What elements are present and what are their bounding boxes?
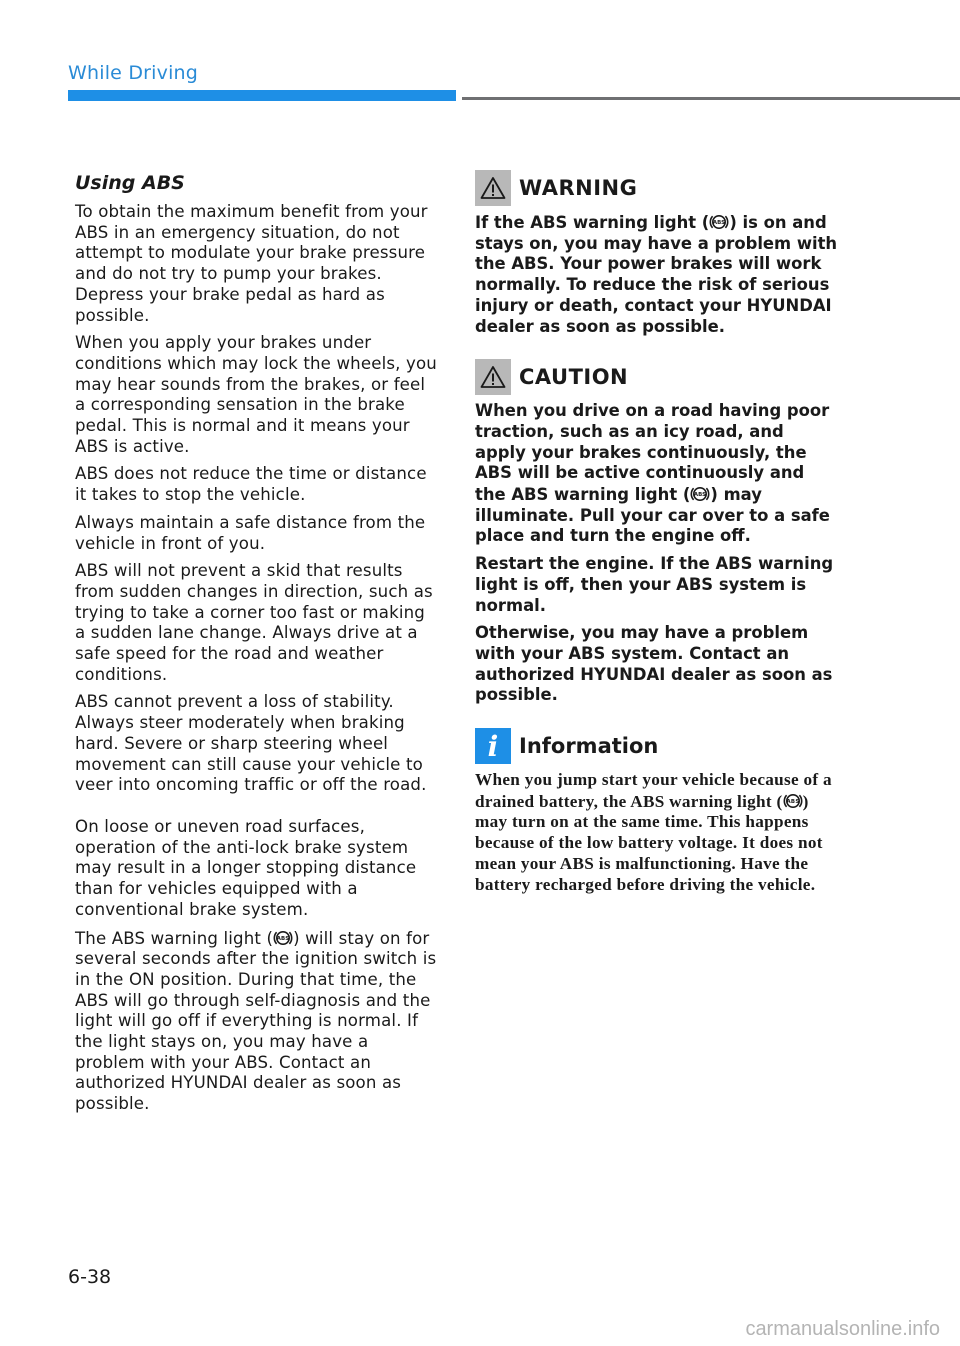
subhead-using-abs: Using ABS <box>75 172 185 194</box>
page-number: 6-38 <box>68 1266 112 1288</box>
warning-title: WARNING <box>519 176 638 200</box>
paragraph <box>75 928 440 1115</box>
warning-box <box>475 170 840 337</box>
information-text <box>475 770 840 895</box>
warning-text <box>475 212 840 337</box>
abs-warning-light-icon <box>783 791 803 811</box>
paragraph: Always maintain a safe distance from the vehicle in front of you. <box>75 512 426 553</box>
abs-warning-light-icon <box>709 212 729 232</box>
abs-warning-light-icon <box>690 484 710 504</box>
info-icon: i <box>475 728 511 764</box>
caution-box <box>475 359 840 706</box>
text-fragment: ) is on and stays on, you may have a problem with the ABS. Your power brakes will work normally. To reduce the risk of serious injury or death, contact your HYUNDAI dealer as soon as possible. <box>475 213 838 336</box>
caution-triangle-icon <box>475 359 511 395</box>
watermark[interactable]: carmanualsonline.info <box>745 1318 940 1340</box>
information-box <box>475 728 840 895</box>
text-fragment: If the ABS warning light ( <box>475 213 710 232</box>
paragraph: ABS cannot prevent a loss of stability. Always steer moderately when braking hard. Severe or sharp steering wheel movement can still cause your vehicle to veer into oncoming traffic or off the road. <box>75 692 427 795</box>
text-fragment: ) will stay on for several seconds after the ignition switch is in the ON position. During that time, the ABS will go through self-diagnosis and the light will go off if everything is normal. If the light stays on, you may have a problem with your ABS. Contact an authorized HYUNDAI dealer as soon as possible. <box>75 928 437 1114</box>
text-fragment: ) may turn on at the same time. This happens because of the low battery voltage. It does not mean your ABS is malfunctioning. Have the battery recharged before driving the vehicle. <box>475 791 823 894</box>
text-fragment: When you drive on a road having poor traction, such as an icy road, and apply your brakes continuously, the ABS will be active continuously and the ABS warning light ( <box>475 401 830 505</box>
svg-text:ABS: ABS <box>786 798 800 805</box>
caution-text: Otherwise, you may have a problem with your ABS system. Contact an authorized HYUNDAI dealer as soon as possible. <box>475 623 833 705</box>
svg-text:ABS: ABS <box>713 220 726 227</box>
paragraph: On loose or uneven road surfaces, operation of the anti-lock brake system may result in a longer stopping distance than for vehicles equipped with a conventional brake system. <box>75 816 417 919</box>
caution-text <box>475 401 840 547</box>
section-title: While Driving <box>68 62 199 84</box>
paragraph: ABS will not prevent a skid that results from sudden changes in direction, such as trying to take a corner too fast or making a sudden lane change. Always drive at a safe speed for the road and weather conditions. <box>75 561 433 684</box>
paragraph: ABS does not reduce the time or distance it takes to stop the vehicle. <box>75 464 427 505</box>
paragraph: To obtain the maximum benefit from your ABS in an emergency situation, do not attempt to modulate your brake pressure and do not try to pump your brakes. Depress your brake pedal as hard as possible. <box>75 202 428 325</box>
svg-text:ABS: ABS <box>276 935 290 942</box>
warning-triangle-icon <box>475 170 511 206</box>
right-column <box>475 170 840 895</box>
text-fragment: When you jump start your vehicle because of a drained battery, the ABS warning light ( <box>475 770 832 811</box>
left-column <box>75 172 440 1122</box>
paragraph: When you apply your brakes under conditions which may lock the wheels, you may hear sounds from the brakes, or feel a corresponding sensation in the brake pedal. This is normal and it means your ABS is active. <box>75 333 437 456</box>
abs-warning-light-icon <box>273 928 293 948</box>
text-fragment: The ABS warning light ( <box>75 928 274 948</box>
caution-text: Restart the engine. If the ABS warning light is off, then your ABS system is normal. <box>475 554 834 615</box>
caution-title: CAUTION <box>519 365 629 390</box>
header-rule-blue <box>68 90 456 101</box>
svg-text:ABS: ABS <box>694 492 707 499</box>
information-title: Information <box>519 734 659 759</box>
header-rule-grey <box>462 97 960 100</box>
text-fragment: ) may illuminate. Pull your car over to a safe place and turn the engine off. <box>475 485 830 546</box>
